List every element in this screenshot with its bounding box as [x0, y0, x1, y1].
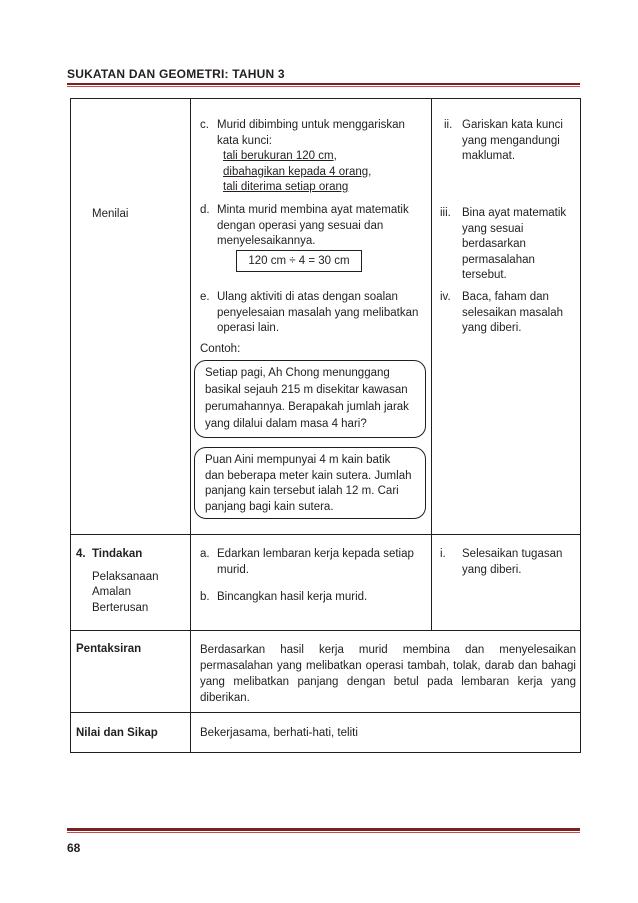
step-d	[200, 203, 430, 250]
step-number: b.	[200, 591, 210, 603]
example-text: basikal sejauh 215 m disekitar kawasan	[205, 384, 408, 396]
page-number: 68	[67, 841, 81, 855]
example-text: perumahannya. Berapakah jumlah jarak	[205, 401, 409, 413]
example-text: panjang bagi kain sutera.	[205, 500, 334, 513]
row-label-menilai: Menilai	[92, 208, 129, 220]
step-text: operasi lain.	[217, 322, 280, 334]
step-number: iv.	[440, 291, 451, 303]
nilai-text: Bekerjasama, berhati-hati, teliti	[200, 727, 358, 739]
footer-rule	[67, 828, 580, 831]
example-box	[194, 447, 426, 519]
step-number: d.	[200, 204, 210, 216]
step-text: kata kunci:	[217, 134, 272, 147]
pentaksiran-text: Berdasarkan hasil kerja murid membina dan menyelesaikan permasalahan yang melibatkan operasi tambah, tolak, darab dan bahagi yang melibatkan panjang dengan betul pada lembaran kerja yang diberikan.	[200, 644, 576, 704]
row-label-nilai: Nilai dan Sikap	[76, 727, 158, 739]
table-divider	[70, 534, 581, 535]
step-text: Minta murid membina ayat matematik	[217, 204, 409, 216]
keyword: tali diterima setiap orang	[223, 181, 349, 193]
step-number: iii.	[440, 207, 451, 219]
keyword: tali berukuran 120 cm,	[223, 150, 337, 162]
table-divider	[70, 712, 581, 713]
table-border-top	[70, 98, 581, 99]
table-border-left	[70, 98, 71, 753]
header-rule	[67, 83, 580, 85]
step-e	[200, 290, 430, 337]
step-c	[200, 118, 430, 196]
student-activity-iv: iv. Baca, faham dan selesaikan masalah yang diberi.	[440, 290, 578, 337]
table-border-right	[580, 98, 581, 753]
step-number: ii.	[444, 119, 453, 131]
sub-label: Berterusan	[92, 601, 149, 614]
table-border-bottom	[70, 752, 581, 753]
footer-rule-thin	[67, 832, 580, 833]
step-b: b. Bincangkan hasil kerja murid.	[200, 590, 430, 606]
example-text: Puan Aini mempunyai 4 m kain batik	[205, 454, 391, 466]
row-label-tindakan: 4. Tindakan Pelaksanaan Amalan Berterusan	[76, 547, 159, 616]
example-box	[194, 360, 426, 438]
step-text: penyelesaian masalah yang melibatkan	[217, 306, 419, 319]
row-label-pentaksiran: Pentaksiran	[76, 643, 142, 655]
table-divider	[70, 630, 581, 631]
student-activity-i: i. Selesaikan tugasan yang diberi.	[440, 547, 578, 578]
step-text: dengan operasi yang sesuai dan	[217, 219, 384, 232]
contoh-label: Contoh:	[200, 343, 241, 355]
example-text: panjang kain tersebut ialah 12 m. Cari	[205, 485, 399, 497]
student-activity-iii: iii. Bina ayat matematik yang sesuai berdasarkan permasalahan tersebut.	[440, 206, 578, 284]
example-text: Setiap pagi, Ah Chong menunggang	[205, 367, 390, 379]
example-text: yang dilalui dalam masa 4 hari?	[205, 418, 367, 430]
keyword: dibahagikan kepada 4 orang,	[223, 165, 372, 178]
step-number: c.	[200, 119, 209, 131]
header-rule-thin	[67, 86, 580, 87]
student-activity-ii: ii. Gariskan kata kunci yang mengandungi maklumat.	[440, 118, 578, 165]
sub-label: Amalan	[92, 586, 131, 598]
step-text: Ulang aktiviti di atas dengan soalan	[217, 291, 398, 303]
column-divider	[431, 98, 432, 631]
step-number: a.	[200, 548, 210, 560]
step-text: Murid dibimbing untuk menggariskan	[217, 119, 405, 131]
column-divider	[190, 98, 191, 753]
step-number: e.	[200, 291, 210, 303]
formula-box: 120 cm ÷ 4 = 30 cm	[236, 250, 362, 272]
sub-label: Pelaksanaan	[92, 570, 159, 583]
step-a: a. Edarkan lembaran kerja kepada setiap murid.	[200, 547, 430, 578]
example-text: dan beberapa meter kain sutera. Jumlah	[205, 469, 412, 482]
step-text: menyelesaikannya.	[217, 235, 316, 247]
header-title: SUKATAN DAN GEOMETRI: TAHUN 3	[67, 67, 285, 81]
step-number: i.	[440, 548, 446, 560]
